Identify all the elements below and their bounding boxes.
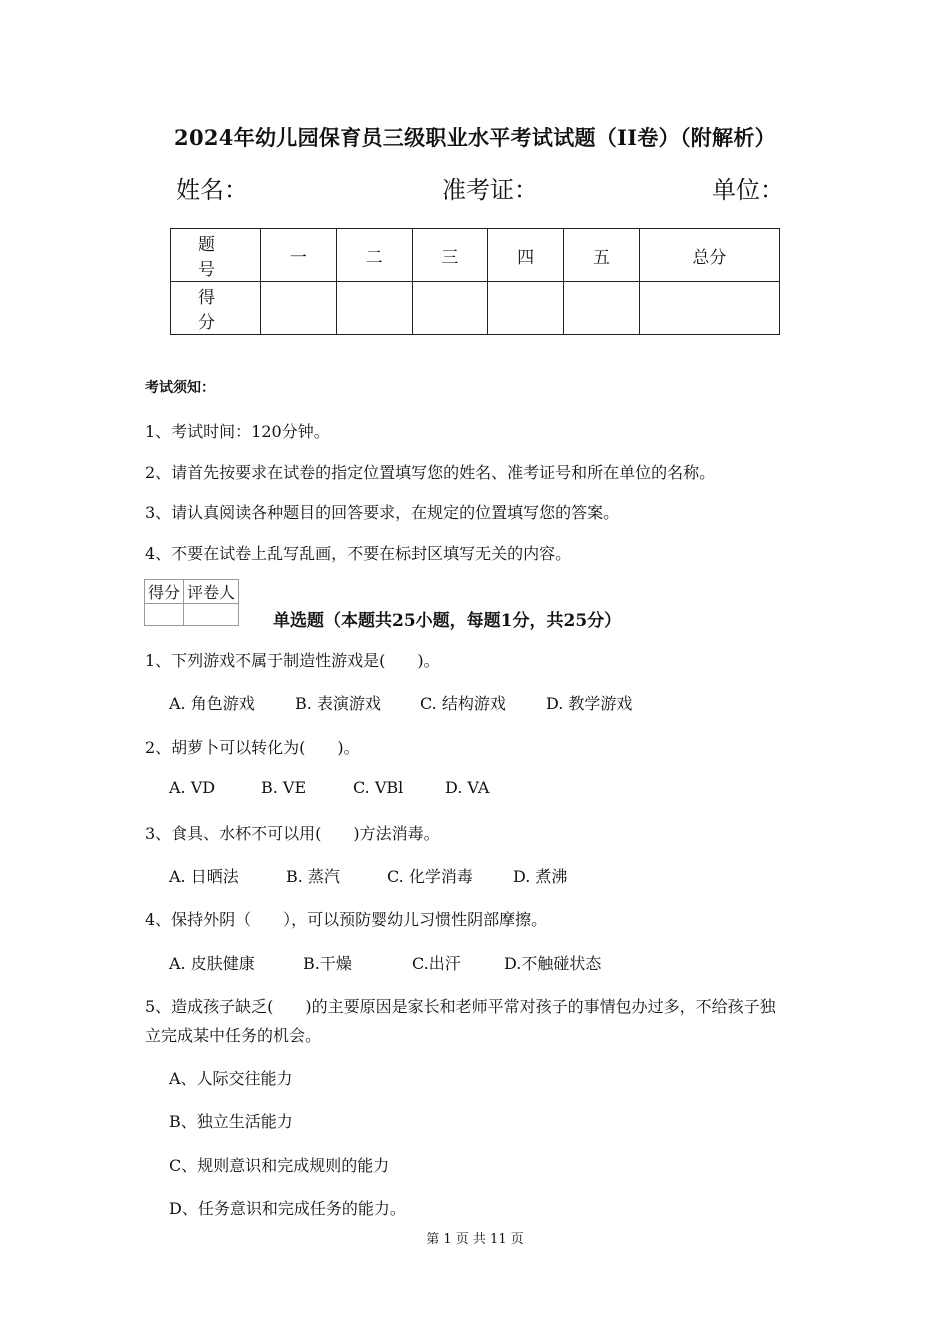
question-option[interactable]: C. 结构游戏 [420,694,506,713]
question-option[interactable]: D. 教学游戏 [546,694,633,713]
score-cell[interactable] [639,282,779,335]
question-option[interactable]: A. 日晒法 [169,867,239,886]
score-table-header-row [171,229,780,282]
score-table-header-cell: 总分 [639,229,779,282]
question-option[interactable]: D.不触碰状态 [504,954,602,973]
question-option[interactable]: B、独立生活能力 [169,1112,293,1131]
score-table-header-cell: 四 [488,229,564,282]
question-option[interactable]: C. 化学消毒 [387,867,473,886]
question-option[interactable]: B. 表演游戏 [295,694,381,713]
question-option[interactable]: C、规则意识和完成规则的能力 [169,1156,390,1175]
question-option[interactable]: D. 煮沸 [513,867,568,886]
question-option[interactable]: B.干燥 [303,954,352,973]
score-cell[interactable] [564,282,640,335]
question-stem: 1、下列游戏不属于制造性游戏是( )。 [145,651,440,670]
question-stem: 5、造成孩子缺乏( )的主要原因是家长和老师平常对孩子的事情包办过多，不给孩子独 [145,997,776,1016]
exam-number-field-label: 准考证： [442,176,538,204]
score-table [170,228,780,335]
question-option[interactable]: A. 角色游戏 [169,694,255,713]
question-stem: 4、保持外阴（ ），可以预防婴幼儿习惯性阴部摩擦。 [145,910,548,929]
notice-item: 4、不要在试卷上乱写乱画，不要在标封区填写无关的内容。 [145,544,572,563]
score-table-label-cell: 得 分 [171,282,261,335]
score-cell[interactable] [412,282,488,335]
score-table-header-cell: 三 [412,229,488,282]
question-stem: 3、食具、水杯不可以用( )方法消毒。 [145,824,440,843]
notice-item: 1、考试时间：120分钟。 [145,422,330,441]
grader-score-label: 得分 [145,580,184,604]
question-option[interactable]: A、人际交往能力 [169,1069,293,1088]
score-cell[interactable] [336,282,412,335]
score-table-header-cell: 一 [261,229,337,282]
score-cell[interactable] [261,282,337,335]
notice-item: 3、请认真阅读各种题目的回答要求，在规定的位置填写您的答案。 [145,503,620,522]
grader-box [144,579,239,626]
score-table-header-cell: 二 [336,229,412,282]
section-title: 单选题（本题共25小题，每题1分，共25分） [273,611,622,631]
question-option[interactable]: D. VA [445,778,490,797]
grader-name-label: 评卷人 [184,580,239,604]
unit-field-label: 单位： [712,176,784,204]
score-cell[interactable] [488,282,564,335]
score-table-label-cell: 题 号 [171,229,261,282]
question-option[interactable]: A. 皮肤健康 [169,954,255,973]
question-option[interactable]: B. VE [261,778,307,797]
question-option[interactable]: C.出汗 [412,954,461,973]
score-table-score-row [171,282,780,335]
question-option[interactable]: C. VBl [353,778,404,797]
grader-score-cell[interactable] [145,604,184,626]
question-stem: 2、胡萝卜可以转化为( )。 [145,738,360,757]
question-option[interactable]: B. 蒸汽 [286,867,340,886]
question-option[interactable]: D、任务意识和完成任务的能力。 [169,1199,406,1218]
question-option[interactable]: A. VD [169,778,216,797]
notice-title: 考试须知： [145,380,215,396]
name-field-label: 姓名： [176,176,248,204]
page-footer: 第 1 页 共 11 页 [426,1232,524,1247]
notice-item: 2、请首先按要求在试卷的指定位置填写您的姓名、准考证号和所在单位的名称。 [145,463,716,482]
exam-title: 2024年幼儿园保育员三级职业水平考试试题（II卷）（附解析） [174,125,776,150]
grader-name-cell[interactable] [184,604,239,626]
score-table-header-cell: 五 [564,229,640,282]
question-stem-continued: 立完成某中任务的机会。 [145,1026,322,1045]
